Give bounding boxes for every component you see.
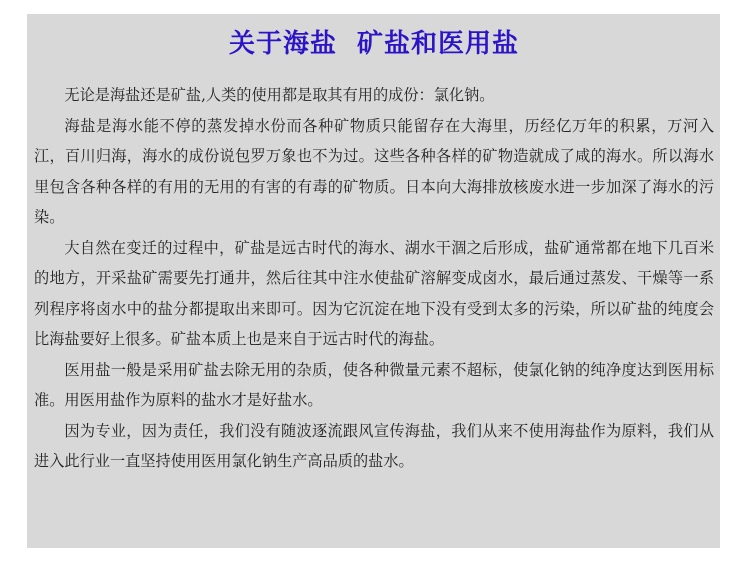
paragraph-sea-salt: 海盐是海水能不停的蒸发掉水份而各种矿物质只能留存在大海里，历经亿万年的积累，万河入江，百川归海，海水的成份说包罗万象也不为过。这些各种各样的矿物造就成了咸的海水。所以海水里包含各种各样的有用的无用的有害的有毒的矿物质。日本向大海排放核废水进一步加深了海水的污染。 [34,116,714,226]
article-title: 关于海盐 矿盐和医用盐 [228,29,520,59]
article-panel [27,14,720,548]
paragraph-commitment: 因为专业，因为责任，我们没有随波逐流跟风宣传海盐，我们从来不使用海盐作为原料，我们从进入此行业一直坚持使用医用氯化钠生产高品质的盐水。 [34,421,714,470]
paragraph-rock-salt: 大自然在变迁的过程中，矿盐是远古时代的海水、湖水干涸之后形成，盐矿通常都在地下几百米的地方，开采盐矿需要先打通井，然后往其中注水使盐矿溶解变成卤水，最后通过蒸发、干燥等一系列程序将卤水中的盐分都提取出来即可。因为它沉淀在地下没有受到太多的污染，所以矿盐的纯度会比海盐要好上很多。矿盐本质上也是来自于远古时代的海盐。 [34,238,714,348]
paragraph-intro: 无论是海盐还是矿盐,人类的使用都是取其有用的成份：氯化钠。 [64,86,495,104]
paragraph-medical-salt: 医用盐一般是采用矿盐去除无用的杂质，使各种微量元素不超标，使氯化钠的纯净度达到医用标准。用医用盐作为原料的盐水才是好盐水。 [34,360,714,409]
